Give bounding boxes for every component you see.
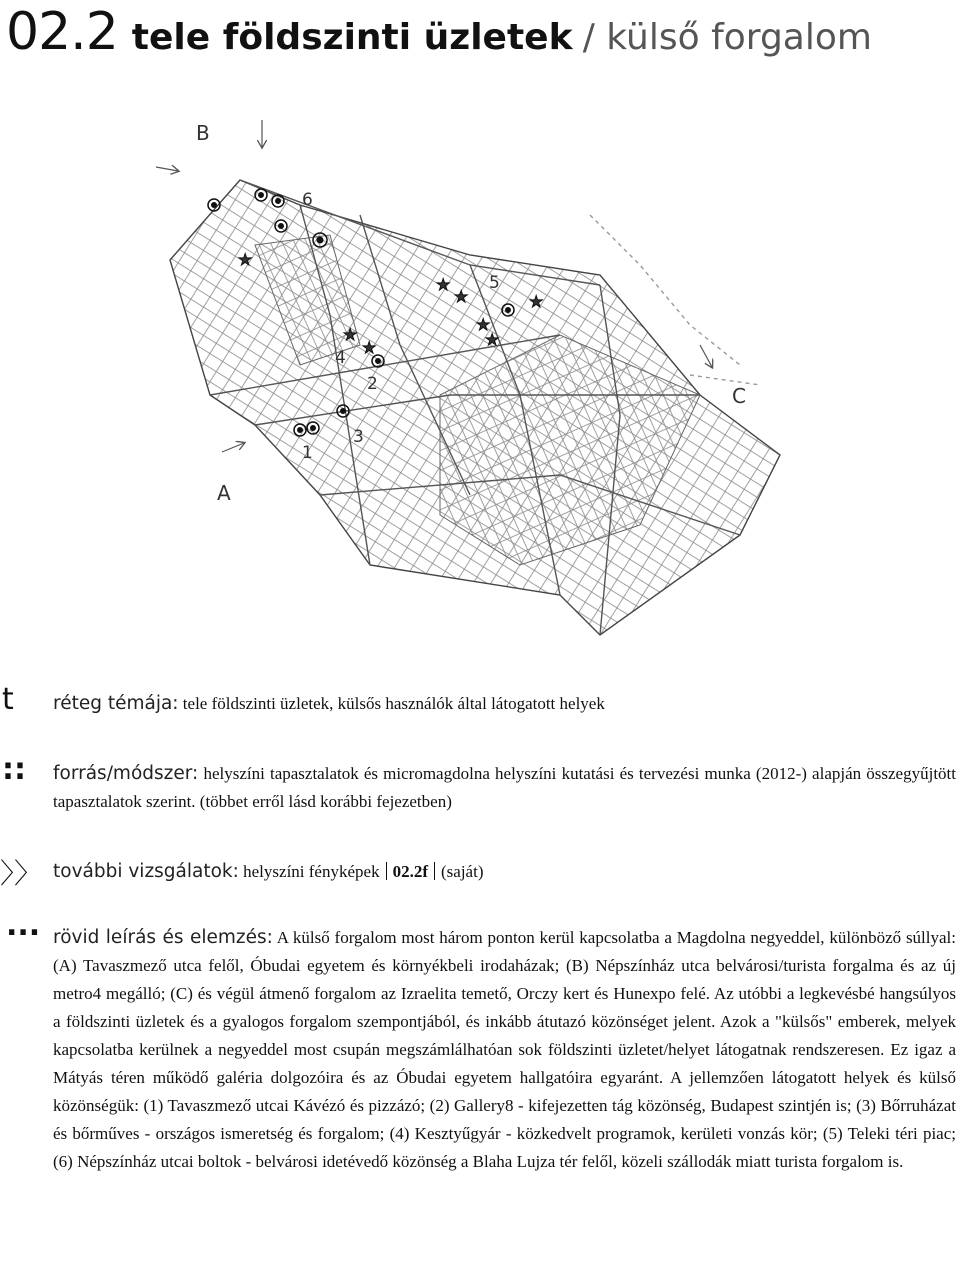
map-label-a: A bbox=[217, 481, 231, 505]
map-label-b: B bbox=[196, 121, 210, 145]
layer-label: réteg témája: bbox=[53, 693, 179, 714]
svg-text:★: ★ bbox=[529, 292, 544, 311]
page-title bbox=[6, 2, 872, 68]
map-label-6: 6 bbox=[302, 190, 313, 210]
title-bold: tele földszinti üzletek bbox=[131, 17, 573, 58]
source-text: helyszíni tapasztalatok és micromagdolna helyszíni kutatási és tervezési munka (2012-) alapján összegyűjtött tapasztalatok szerint. (többet erről lásd korábbi fejezetben) bbox=[53, 764, 957, 811]
svg-text:★: ★ bbox=[362, 338, 377, 357]
further-label: további vizsgálatok: bbox=[53, 861, 239, 882]
ref-divider-right bbox=[434, 862, 435, 880]
district-outline bbox=[170, 180, 780, 635]
ref-divider-left bbox=[386, 862, 387, 880]
source-label: forrás/módszer: bbox=[53, 763, 199, 784]
map-label-3: 3 bbox=[353, 427, 364, 447]
summary-label: rövid leírás és elemzés: bbox=[53, 927, 273, 948]
marker-t: t bbox=[2, 682, 14, 717]
map-label-c: C bbox=[732, 384, 746, 408]
map-label-1: 1 bbox=[302, 443, 313, 463]
svg-text:★: ★ bbox=[485, 330, 500, 349]
summary-text: A külső forgalom most három ponton kerül kapcsolatba a Magdolna negyeddel, különböző súllyal: (A) Tavaszmező utca felől, Óbudai egyetem és környékbeli irodaházak; (B) Népszínház utca belvárosi/turista forgalma és az új metro4 megálló; (C) és végül átmenő forgalom az Izraelita temető, Orczy kert és Hunexpo felé. Az utóbbi a legkevésbé hangsúlyos a földszinti üzletek és a gyalogos forgalom szempontjából, és inkább átutazó közönséget jelent. Azok a "külsős" emberek, melyek kapcsolatba kerülnek a negyeddel most csupán megszámlálhatóan sok földszinti üzletet/helyet látogatnak rendszeresen. Ez igaz a Mátyás téren működő galéria dolgozóira és az Óbudai egyetem hallgatóira egyaránt. A jellemzően látogatott helyek és külső közönségük: (1) Tavaszmező utcai Kávézó és pizzázó; (2) Gallery8 - kifejezetten tág közönség, Budapest szintjén is; (3) Bőrruházat és bőrműves - országos ismeretség és forgalom; (4) Kesztyűgyár - közkedvelt programok, kerületi vonzás kör; (5) Teleki téri piac; (6) Népszínház utcai boltok - belvárosi idetévedő közönség a Blaha Lujza tér felől, közeli szállodák miatt turista forgalom is. bbox=[53, 928, 956, 1171]
svg-text:★: ★ bbox=[343, 325, 358, 344]
layer-text: tele földszinti üzletek, külsős használók által látogatott helyek bbox=[182, 694, 605, 713]
marker-double-chevron: 〉〉 bbox=[0, 857, 43, 890]
svg-text:★: ★ bbox=[436, 275, 451, 294]
svg-text:★: ★ bbox=[476, 315, 491, 334]
map-label-2: 2 bbox=[367, 374, 378, 394]
map-label-4: 4 bbox=[335, 348, 346, 368]
section-number: 02.2 bbox=[6, 2, 118, 62]
marker-colons: :: bbox=[2, 752, 26, 787]
svg-text:★: ★ bbox=[238, 250, 253, 269]
marker-ellipsis: ... bbox=[6, 908, 41, 943]
map-label-5: 5 bbox=[489, 273, 500, 293]
further-suffix: (saját) bbox=[441, 862, 484, 881]
site-sketch-map bbox=[0, 95, 960, 665]
title-light: / külső forgalom bbox=[582, 17, 872, 58]
svg-text:★: ★ bbox=[454, 287, 469, 306]
further-text: helyszíni fényképek bbox=[243, 862, 380, 881]
photo-reference-link[interactable]: 02.2f bbox=[392, 862, 428, 881]
